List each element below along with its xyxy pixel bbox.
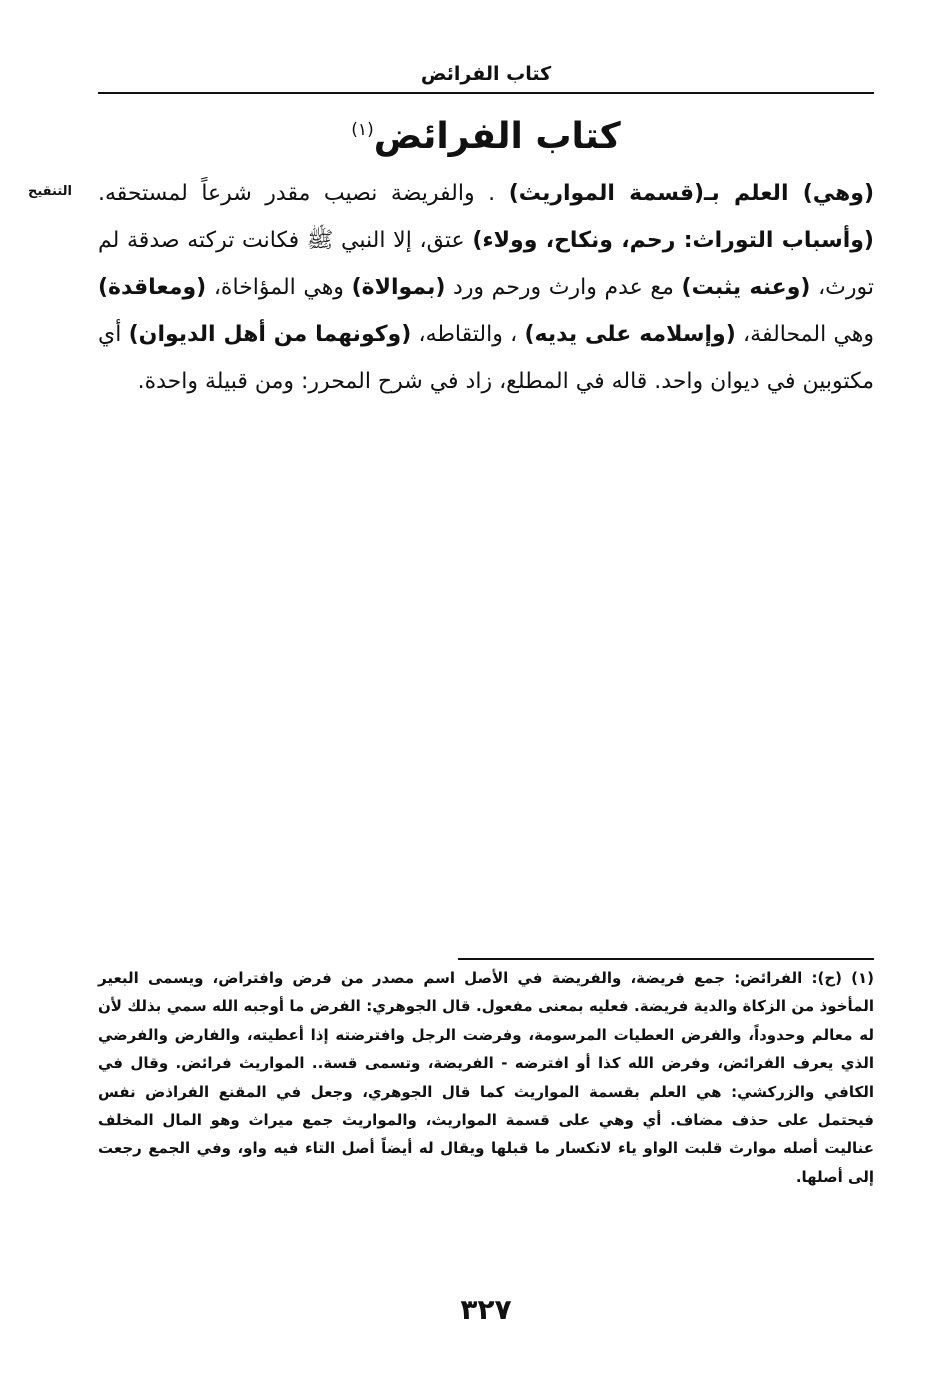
matn-phrase: (وهي) العلم بـ(قسمة المواريث) [508, 181, 874, 206]
commentary-text: أي مكتوبين في ديوان واحد. قاله في المطلع، زاد في شرح المحرر: ومن قبيلة واحدة. [98, 322, 874, 394]
commentary-text: مع عدم وارث ورحم ورد [453, 275, 674, 300]
side-label: التنقيح [28, 184, 72, 199]
commentary-text: عتق، إلا النبي ﷺ فكانت تركته صدقة لم تورث، [98, 228, 875, 300]
page-number: ٣٢٧ [460, 1293, 512, 1326]
running-header: كتاب الفرائض [420, 63, 552, 85]
body-paragraph [98, 170, 874, 405]
matn-phrase: (وأسباب التوراث: رحم، ونكاح، وولاء) [472, 228, 874, 253]
chapter-title [98, 102, 874, 165]
header-rule [98, 92, 874, 94]
footnote [98, 964, 874, 1191]
footnote-text: (١) (ح): الفرائض: جمع فريضة، والفريضة في الأصل اسم مصدر من فرض وافتراض، ويسمى البعير المأخوذ من الزكاة والدية فريضة. فعليه بمعنى مفعول. قال الجوهري: الفرض ما أوجبه الله سمي بذلك لأن له معالم وحدوداً، والفرض العطيات المرسومة، وفرضت الرجل وافترضته إذا أعطيته، والفارض والفرضي الذي يعرف الفرائض، وفرض الله كذا أو افترضه - الفريضة، وتسمى قسة.. المواريث فرائض. وقال في الكافي والزركشي: هي العلم بقسمة المواريث كما قال الجوهري، وجعل في المقنع الفراذض نفس فيحتمل على حذف مضاف. أي وهي على قسمة المواريث، والمواريث جمع ميراث وهو المال المخلف عناليت أصله موارث قلبت الواو ياء لانكسار ما قبلها ويقال له أيضاً أصل التاء فيه واو، وفي الجمع رجعت إلى أصلها. [98, 969, 874, 1186]
main-body-text [98, 170, 874, 405]
footnote-reference[interactable]: (١) [351, 120, 374, 140]
commentary-text: . والفريضة نصيب مقدر شرعاً لمستحقه. [98, 181, 496, 206]
commentary-text: وهي المؤاخاة، [213, 275, 344, 300]
commentary-text: ، والتقاطه، [418, 322, 518, 347]
footnote-separator [458, 958, 874, 960]
commentary-text: وهي المحالفة، [743, 322, 875, 347]
matn-phrase: (وكونهما من أهل الديوان) [128, 322, 412, 347]
matn-phrase: (وعنه يثبت) [681, 275, 811, 300]
chapter-title-text: كتاب الفرائض [373, 116, 621, 157]
matn-phrase: (بموالاة) [351, 275, 446, 300]
matn-phrase: (وإسلامه على يديه) [524, 322, 736, 347]
matn-phrase: (ومعاقدة) [98, 275, 207, 300]
